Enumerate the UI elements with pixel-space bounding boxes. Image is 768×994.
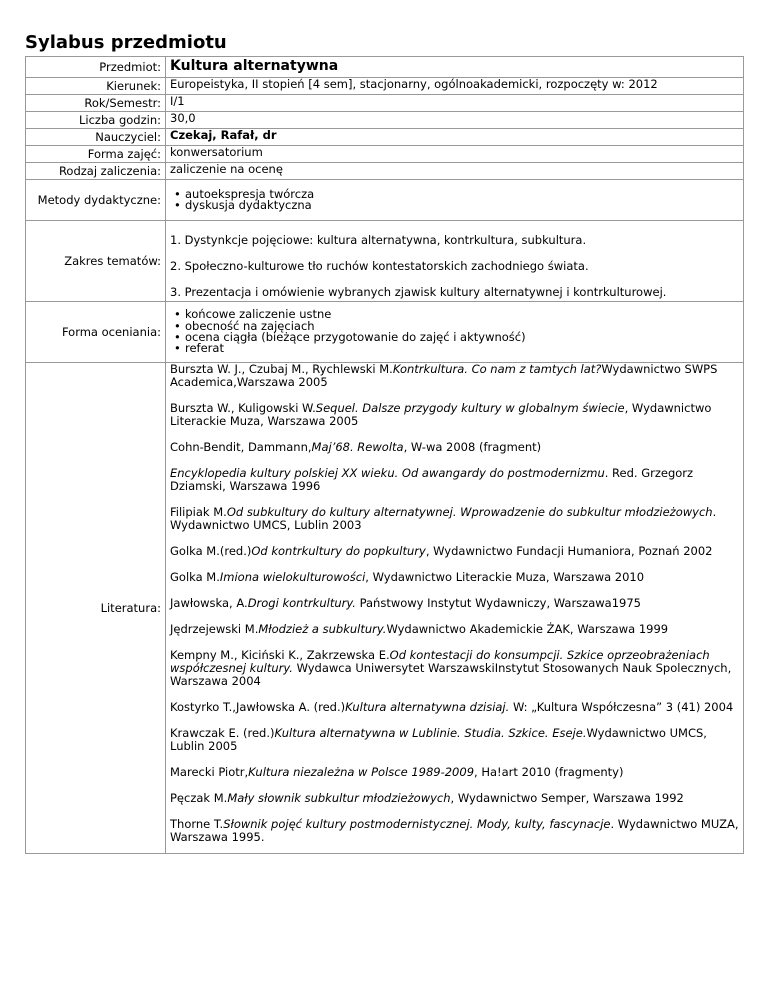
literature-author: Burszta W., Kuligowski W. — [170, 401, 316, 415]
literature-author: Marecki Piotr, — [170, 765, 249, 779]
literature-entry — [170, 545, 739, 558]
label-rok-semestr: Rok/Semestr: — [26, 95, 166, 112]
literature-entry — [170, 818, 739, 844]
row-literatura — [26, 363, 744, 854]
row-nauczyciel — [26, 129, 744, 146]
literature-publisher: , Wydawnictwo Literackie Muza, Warszawa 2005 — [170, 401, 712, 428]
literature-publisher: . Wydawnictwo MUZA, Warszawa 1995. — [170, 817, 739, 844]
literature-entry — [170, 402, 739, 428]
literature-publisher: Wydawnictwo Akademickie ŻAK, Warszawa 1999 — [386, 622, 669, 636]
literature-title: Drogi kontrkultury. — [247, 596, 356, 610]
label-forma-oceniania: Forma oceniania: — [26, 302, 166, 363]
list-item: • referat — [174, 343, 739, 354]
literature-title: Maj’68. Rewolta — [311, 440, 404, 454]
row-liczba-godzin — [26, 112, 744, 129]
page-title: Sylabus przedmiotu — [25, 32, 227, 53]
label-metody: Metody dydaktyczne: — [26, 180, 166, 221]
value-nauczyciel: Czekaj, Rafał, dr — [166, 129, 744, 146]
literature-author: Kostyrko T.,Jawłowska A. (red.) — [170, 700, 346, 714]
literature-entry — [170, 467, 739, 493]
value-liczba-godzin: 30,0 — [166, 112, 744, 129]
literature-title: Mały słownik subkultur młodzieżowych — [227, 791, 451, 805]
row-forma-zajec — [26, 146, 744, 163]
literature-entry — [170, 506, 739, 532]
label-liczba-godzin: Liczba godzin: — [26, 112, 166, 129]
label-przedmiot: Przedmiot: — [26, 57, 166, 78]
row-kierunek — [26, 78, 744, 95]
literature-title: Słownik pojęć kultury postmodernistycznej. Mody, kulty, fascynacje — [223, 817, 611, 831]
literature-author: Filipiak M. — [170, 505, 227, 519]
literature-publisher: , Ha!art 2010 (fragmenty) — [474, 765, 624, 779]
label-literatura: Literatura: — [26, 363, 166, 854]
literature-title: Encyklopedia kultury polskiej XX wieku. Od awangardy do postmodernizmu — [170, 466, 605, 480]
literature-author: Jędrzejewski M. — [170, 622, 259, 636]
value-kierunek: Europeistyka, II stopień [4 sem], stacjonarny, ogólnoakademicki, rozpoczęty w: 2012 — [166, 78, 744, 95]
literature-entry — [170, 701, 739, 714]
row-rok-semestr — [26, 95, 744, 112]
literature-author: Pęczak M. — [170, 791, 228, 805]
literature-publisher: , W-wa 2008 (fragment) — [403, 440, 542, 454]
list-item: • końcowe zaliczenie ustne — [174, 309, 739, 320]
literature-entry — [170, 766, 739, 779]
literature-publisher: , Wydawnictwo Semper, Warszawa 1992 — [450, 791, 684, 805]
list-item: • autoekspresja twórcza — [174, 189, 739, 200]
literature-title: Kultura niezależna w Polsce 1989-2009 — [248, 765, 475, 779]
literature-author: Krawczak E. (red.) — [170, 726, 275, 740]
literature-title: Od kontrkultury do popkultury — [251, 544, 426, 558]
literature-publisher: Wydawca Uniwersytet WarszawskiInstytut Stosowanych Nauk Spolecznych, Warszawa 2004 — [170, 661, 732, 688]
value-literatura — [166, 363, 744, 854]
label-kierunek: Kierunek: — [26, 78, 166, 95]
label-rodzaj-zaliczenia: Rodzaj zaliczenia: — [26, 163, 166, 180]
label-nauczyciel: Nauczyciel: — [26, 129, 166, 146]
literature-entry — [170, 597, 739, 610]
list-item: • obecność na zajęciach — [174, 321, 739, 332]
literature-entry — [170, 441, 739, 454]
label-zakres: Zakres tematów: — [26, 221, 166, 302]
literature-publisher: Państwowy Instytut Wydawniczy, Warszawa1975 — [355, 596, 641, 610]
row-przedmiot — [26, 57, 744, 78]
row-metody — [26, 180, 744, 221]
literature-entry — [170, 727, 739, 753]
literature-title: Od kontestacji do konsumpcji. Szkice oprzeobrażeniach współczesnej kultury. — [170, 648, 710, 675]
literature-entry — [170, 792, 739, 805]
literature-title: Kontrkultura. Co nam z tamtych lat? — [392, 362, 602, 376]
literature-publisher: , Wydawnictwo Fundacji Humaniora, Poznań 2002 — [425, 544, 713, 558]
topic-item: 2. Społeczno-kulturowe tło ruchów kontestatorskich zachodniego świata. — [170, 259, 589, 273]
literature-publisher: Wydawnictwo UMCS, Lublin 2005 — [170, 726, 707, 753]
literature-author: Cohn-Bendit, Dammann, — [170, 440, 312, 454]
value-forma-oceniania — [166, 302, 744, 363]
topic-item: 1. Dystynkcje pojęciowe: kultura alternatywna, kontrkultura, subkultura. — [170, 233, 587, 247]
literature-title: Imiona wielokulturowości — [219, 570, 366, 584]
literature-entry — [170, 623, 739, 636]
metody-list — [170, 186, 739, 212]
literature-author: Kempny M., Kiciński K., Zakrzewska E. — [170, 648, 390, 662]
literature-title: Kultura alternatywna w Lublinie. Studia. Szkice. Eseje. — [274, 726, 587, 740]
row-zakres — [26, 221, 744, 302]
literature-publisher: . Red. Grzegorz Dziamski, Warszawa 1996 — [170, 466, 694, 493]
list-item: • ocena ciągła (bieżące przygotowanie do zajęć i aktywność) — [174, 332, 739, 343]
literature-entry — [170, 649, 739, 688]
value-zakres — [166, 221, 744, 302]
syllabus-table — [25, 56, 744, 854]
row-forma-oceniania — [26, 302, 744, 363]
value-rok-semestr: I/1 — [166, 95, 744, 112]
forma-oceniania-list — [170, 309, 739, 354]
literature-title: Kultura alternatywna dzisiaj. — [345, 700, 510, 714]
literature-author: Golka M. — [170, 570, 220, 584]
literature-publisher: , Wydawnictwo Literackie Muza, Warszawa 2010 — [365, 570, 645, 584]
topic-item: 3. Prezentacja i omówienie wybranych zjawisk kultury alternatywnej i kontrkulturowej. — [170, 285, 667, 299]
literature-author: Golka M.(red.) — [170, 544, 252, 558]
literature-author: Thorne T. — [170, 817, 224, 831]
value-przedmiot: Kultura alternatywna — [166, 57, 744, 78]
literature-author: Bursztа W. J., Czubaj M., Rychlewski M. — [170, 362, 393, 376]
list-item: • dyskusja dydaktyczna — [174, 200, 739, 211]
literature-entry — [170, 571, 739, 584]
value-metody — [166, 180, 744, 221]
literature-publisher: Wydawnictwo SWPS Academica,Warszawa 2005 — [170, 362, 718, 389]
literature-publisher: . Wydawnictwo UMCS, Lublin 2003 — [170, 505, 717, 532]
literature-publisher: W: „Kultura Współczesna” 3 (41) 2004 — [509, 700, 734, 714]
literature-title: Od subkultury do kultury alternatywnej. Wprowadzenie do subkultur młodzieżowych — [226, 505, 713, 519]
literature-author: Jawłowska, A. — [170, 596, 248, 610]
row-rodzaj-zaliczenia — [26, 163, 744, 180]
label-forma-zajec: Forma zajęć: — [26, 146, 166, 163]
literature-title: Młodzież a subkultury. — [258, 622, 387, 636]
value-forma-zajec: konwersatorium — [166, 146, 744, 163]
literature-title: Sequel. Dalsze przygody kultury w globalnym świecie — [315, 401, 625, 415]
value-rodzaj-zaliczenia: zaliczenie na ocenę — [166, 163, 744, 180]
literature-entry — [170, 363, 739, 389]
